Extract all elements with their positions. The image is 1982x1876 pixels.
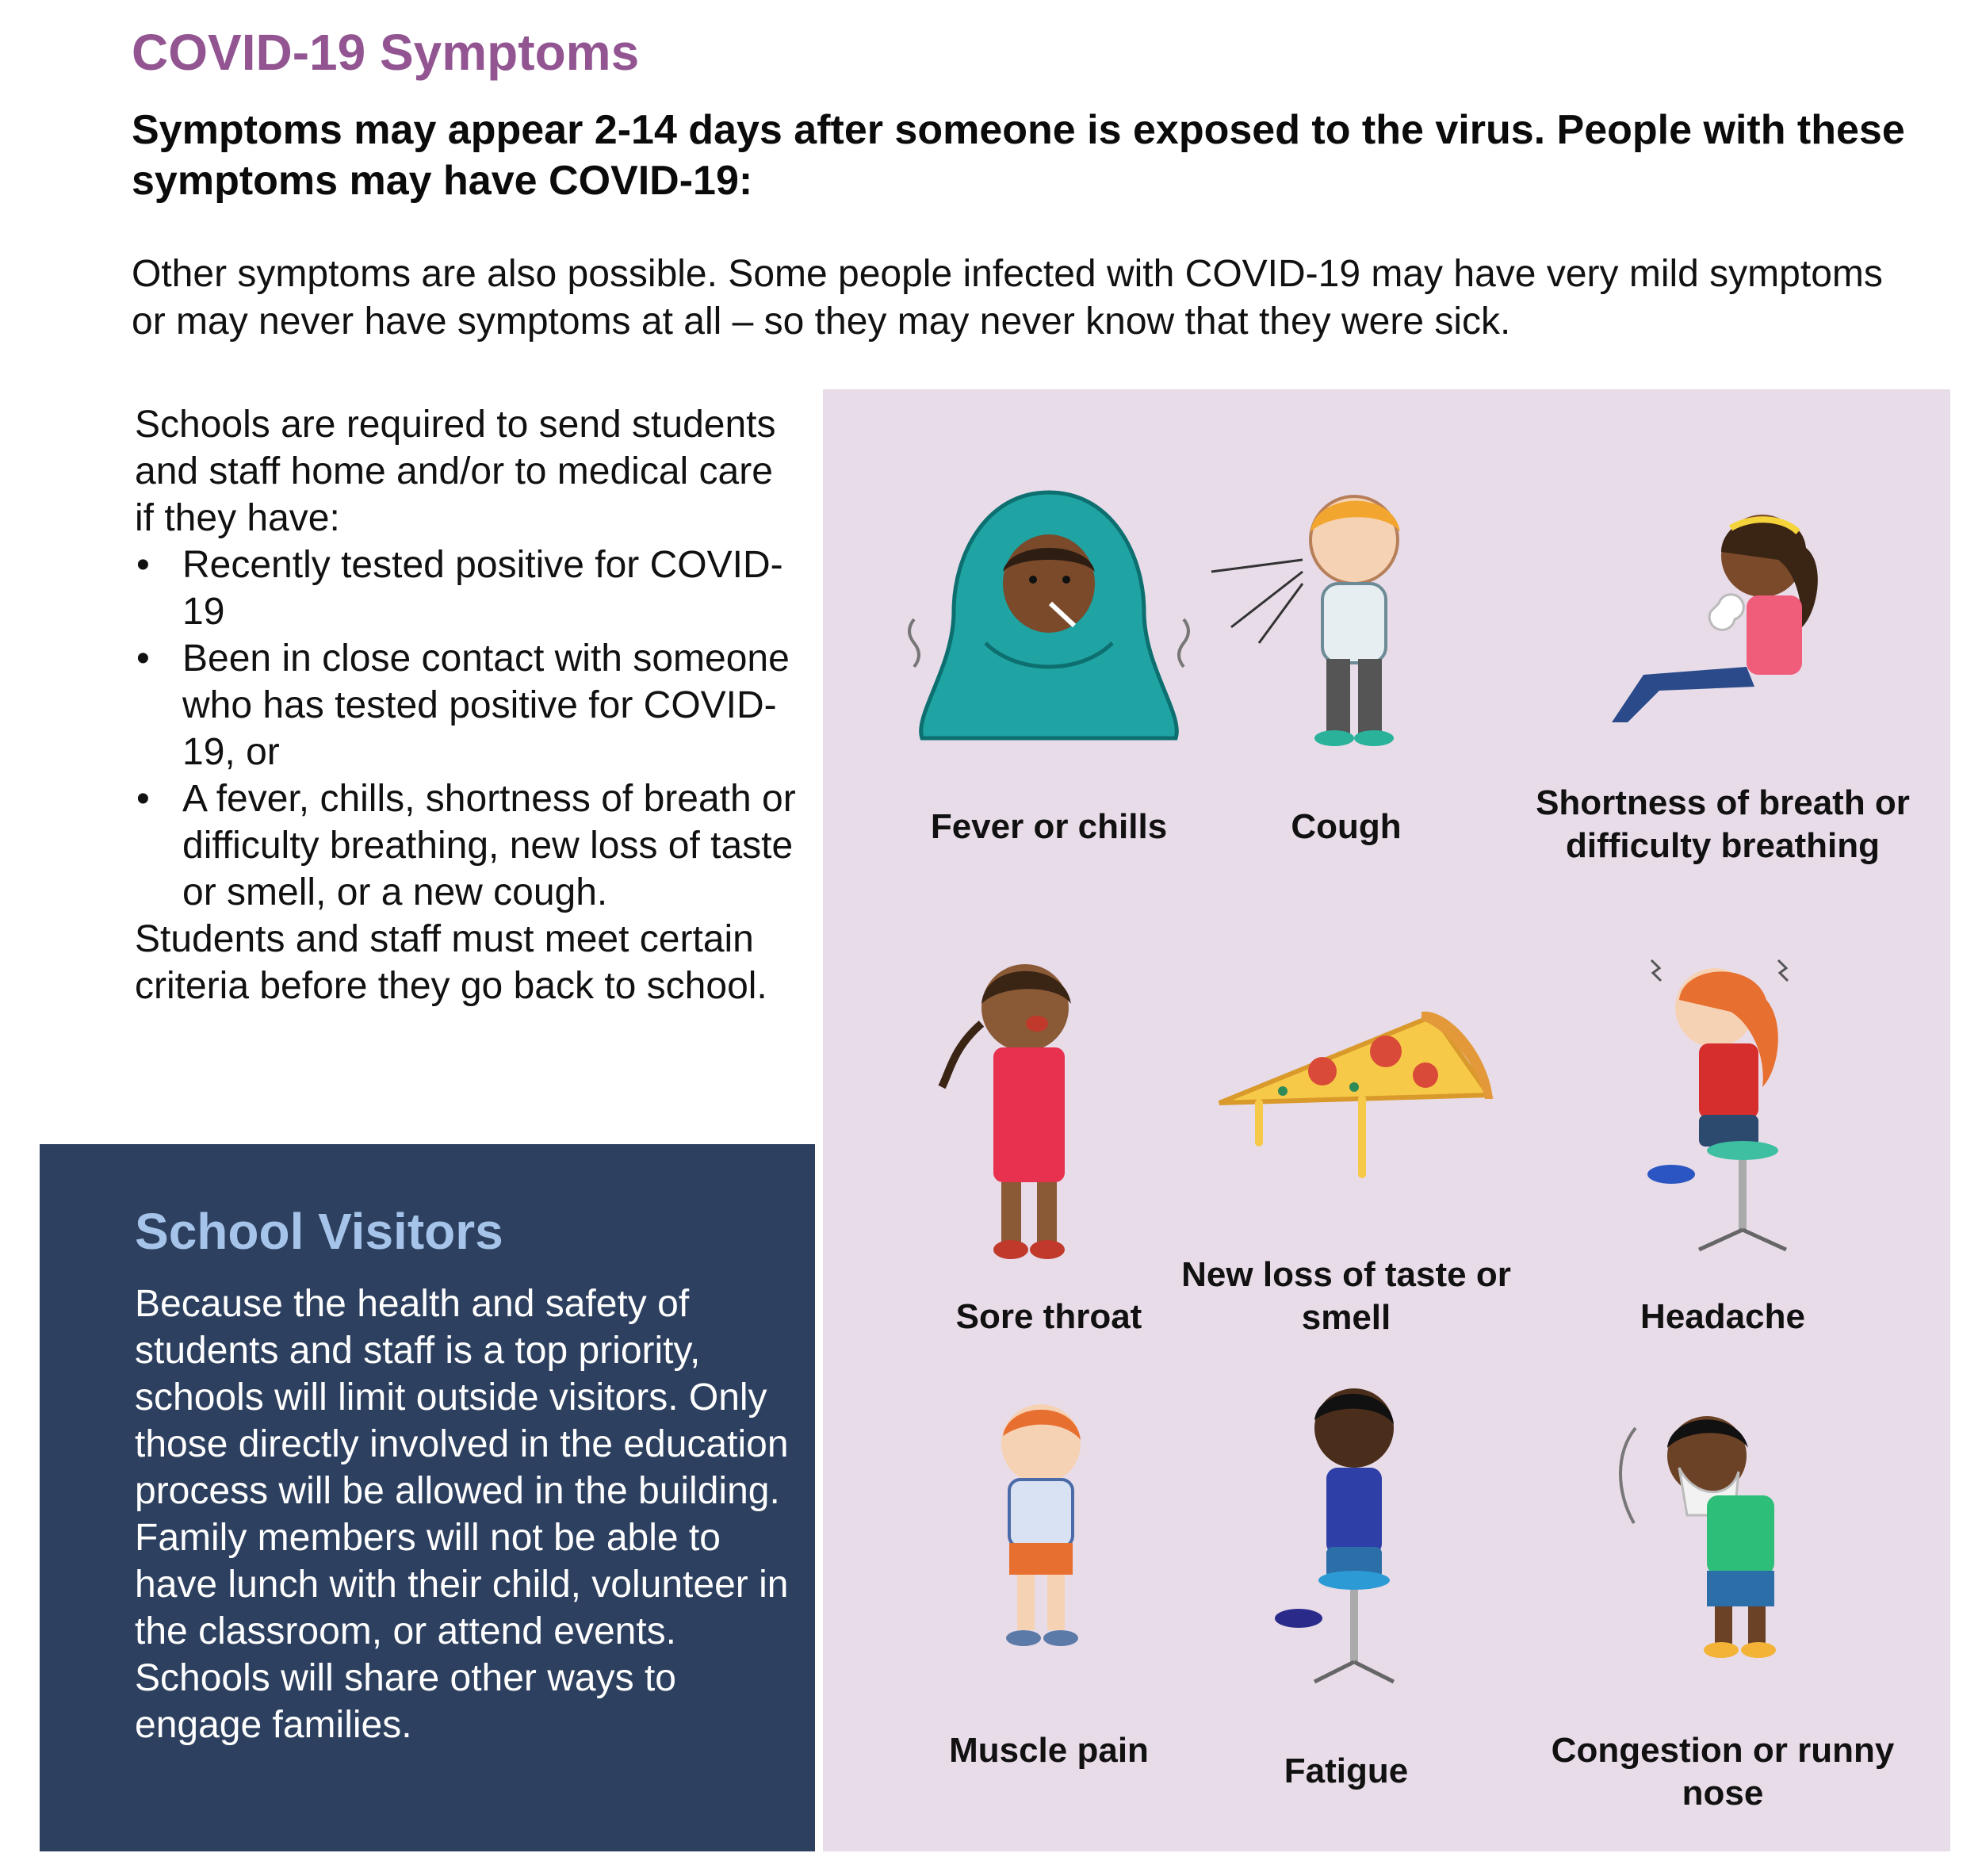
symptom-label-taste: New loss of taste or smell — [1181, 1255, 1511, 1337]
requirements-list — [135, 542, 801, 916]
symptom-card-congestion — [1540, 1380, 1905, 1813]
symptom-label-breath: Shortness of breath or difficulty breathing — [1536, 783, 1910, 865]
symptom-card-fatigue — [1164, 1380, 1529, 1793]
symptom-label-fever: Fever or chills — [930, 807, 1168, 846]
coughing-child-icon — [1164, 484, 1529, 754]
requirement-item: • Recently tested positive for COVID-19 — [135, 542, 801, 635]
symptom-card-taste — [1164, 936, 1529, 1349]
runny-nose-child-icon — [1540, 1380, 1905, 1682]
breathless-girl-icon — [1540, 484, 1905, 754]
page-title: COVID-19 Symptoms — [132, 24, 640, 81]
symptom-label-congestion: Congestion or runny nose — [1551, 1731, 1895, 1813]
school-visitors-box — [40, 1144, 815, 1851]
headache-girl-icon — [1540, 936, 1905, 1277]
symptom-label-fatigue: Fatigue — [1284, 1752, 1409, 1790]
tired-child-icon — [1164, 1380, 1529, 1698]
symptom-label-headache: Headache — [1640, 1297, 1805, 1336]
school-visitors-body: Because the health and safety of students and staff is a top priority, schools will limit outside visitors. Only those directly involved in the education process will be allowed in the building. Family members will not be able to have lunch with their child, volunteer in the classroom, or attend events. Schools will share other ways to engage families. — [135, 1283, 789, 1746]
requirement-item: • A fever, chills, shortness of breath or difficulty breathing, new loss of taste or smell, or a new cough. — [135, 775, 801, 916]
symptom-card-headache — [1540, 936, 1905, 1349]
requirement-item: • Been in close contact with someone who has tested positive for COVID-19, or — [135, 635, 801, 775]
symptom-card-breath — [1536, 484, 1910, 897]
requirements-outro: Students and staff must meet certain criteria before they go back to school. — [135, 918, 767, 1007]
school-visitors-title: School Visitors — [135, 1203, 503, 1260]
other-symptoms-note: Other symptoms are also possible. Some people infected with COVID-19 may have very mild symptoms or may never have symptoms at all – so they may never know that they were sick. — [132, 253, 1883, 343]
lead-statement: Symptoms may appear 2-14 days after someone is exposed to the virus. People with these symptoms may have COVID-19: — [132, 107, 1905, 204]
symptom-card-cough — [1164, 484, 1529, 897]
symptom-label-cough: Cough — [1291, 807, 1402, 846]
symptoms-panel — [823, 389, 1950, 1851]
requirements-intro: Schools are required to send students and staff home and/or to medical care if they have: — [135, 404, 776, 539]
pizza-slice-icon — [1164, 936, 1529, 1269]
symptom-label-muscle-pain: Muscle pain — [949, 1731, 1149, 1770]
symptom-label-sore-throat: Sore throat — [955, 1297, 1142, 1336]
school-requirements — [135, 401, 801, 1009]
